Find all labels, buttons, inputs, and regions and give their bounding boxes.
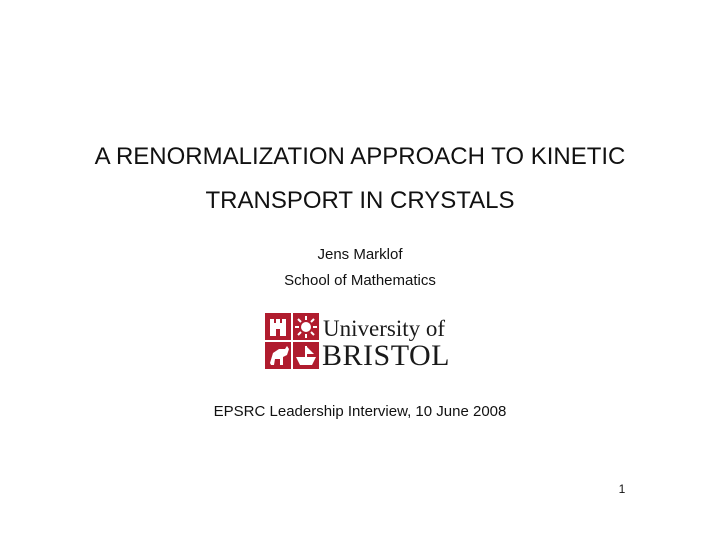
- logo-text-bristol: BRISTOL: [322, 339, 450, 372]
- author-name: Jens Marklof: [317, 246, 403, 263]
- author-department: School of Mathematics: [284, 272, 436, 289]
- slide-title-line-2: TRANSPORT IN CRYSTALS: [205, 187, 515, 214]
- slide-title-line-1: A RENORMALIZATION APPROACH TO KINETIC: [94, 143, 626, 170]
- event-line: EPSRC Leadership Interview, 10 June 2008: [213, 403, 507, 420]
- logo-text-university-of: University of: [323, 316, 446, 341]
- university-logo: [265, 313, 457, 371]
- page-number: 1: [618, 482, 626, 496]
- university-crest-icon: [265, 313, 319, 369]
